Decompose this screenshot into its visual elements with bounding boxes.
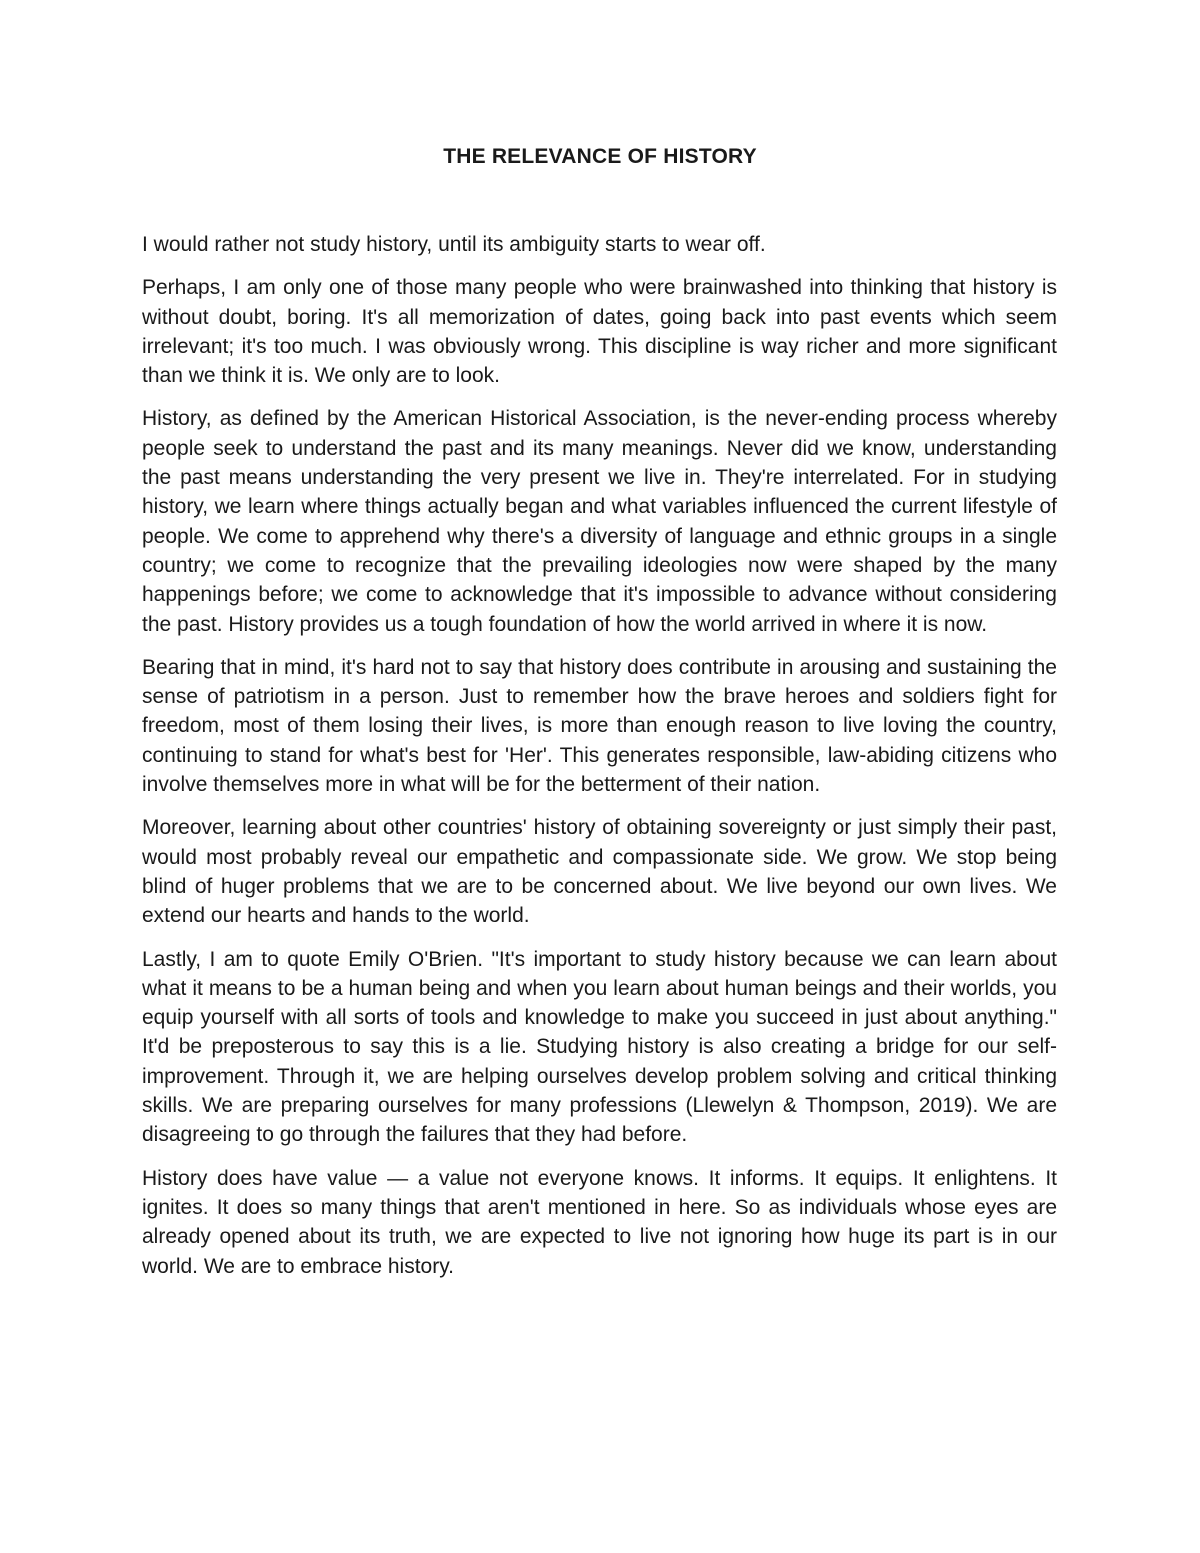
document-title: THE RELEVANCE OF HISTORY bbox=[443, 145, 757, 168]
document-body bbox=[142, 230, 1057, 1295]
paragraph-patriotism: Bearing that in mind, it's hard not to say that history does contribute in arousing and sustaining the sense of patriotism in a person. Just to remember how the brave heroes and soldiers fight for freedom, most of them losing their lives, is more than enough reason to live loving the country, continuing to stand for what's best for 'Her'. This generates responsible, law-abiding citizens who involve themselves more in what will be for the betterment of their nation. bbox=[142, 655, 1057, 797]
paragraph-empathy: Moreover, learning about other countries' history of obtaining sovereignty or just simply their past, would most probably reveal our empathetic and compassionate side. We grow. We stop being blind of huger problems that we are to be concerned about. We live beyond our own lives. We extend our hearts and hands to the world. bbox=[142, 816, 1057, 928]
paragraph-quote: Lastly, I am to quote Emily O'Brien. "It's important to study history because we can learn about what it means to be a human being and when you learn about human beings and their worlds, you equip yourself with all sorts of tools and knowledge to make you succeed in just about anything." It'd be preposterous to say this is a lie. Studying history is also creating a bridge for our self-improvement. Through it, we are helping ourselves develop problem solving and critical thinking skills. We are preparing ourselves for many professions (Llewelyn & Thompson, 2019). We are disagreeing to go through the failures that they had before. bbox=[142, 947, 1057, 1147]
paragraph-definition: History, as defined by the American Historical Association, is the never-ending process whereby people seek to understand the past and its many meanings. Never did we know, understanding the past means understanding the very present we live in. They're interrelated. For in studying history, we learn where things actually began and what variables influenced the current lifestyle of people. We come to apprehend why there's a diversity of language and ethnic groups in a single country; we come to recognize that the prevailing ideologies now were shaped by the many happenings before; we come to acknowledge that it's impossible to advance without considering the past. History provides us a tough foundation of how the world arrived in where it is now. bbox=[142, 407, 1057, 636]
paragraph-perhaps: Perhaps, I am only one of those many people who were brainwashed into thinking that history is without doubt, boring. It's all memorization of dates, going back into past events which seem irrelevant; it's too much. I was obviously wrong. This discipline is way richer and more significant than we think it is. We only are to look. bbox=[142, 276, 1057, 388]
paragraph-conclusion: History does have value — a value not everyone knows. It informs. It equips. It enlightens. It ignites. It does so many things that aren't mentioned in here. So as individuals whose eyes are already opened about its truth, we are expected to live not ignoring how huge its part is in our world. We are to embrace history. bbox=[142, 1166, 1057, 1278]
paragraph-intro: I would rather not study history, until its ambiguity starts to wear off. bbox=[142, 233, 766, 256]
